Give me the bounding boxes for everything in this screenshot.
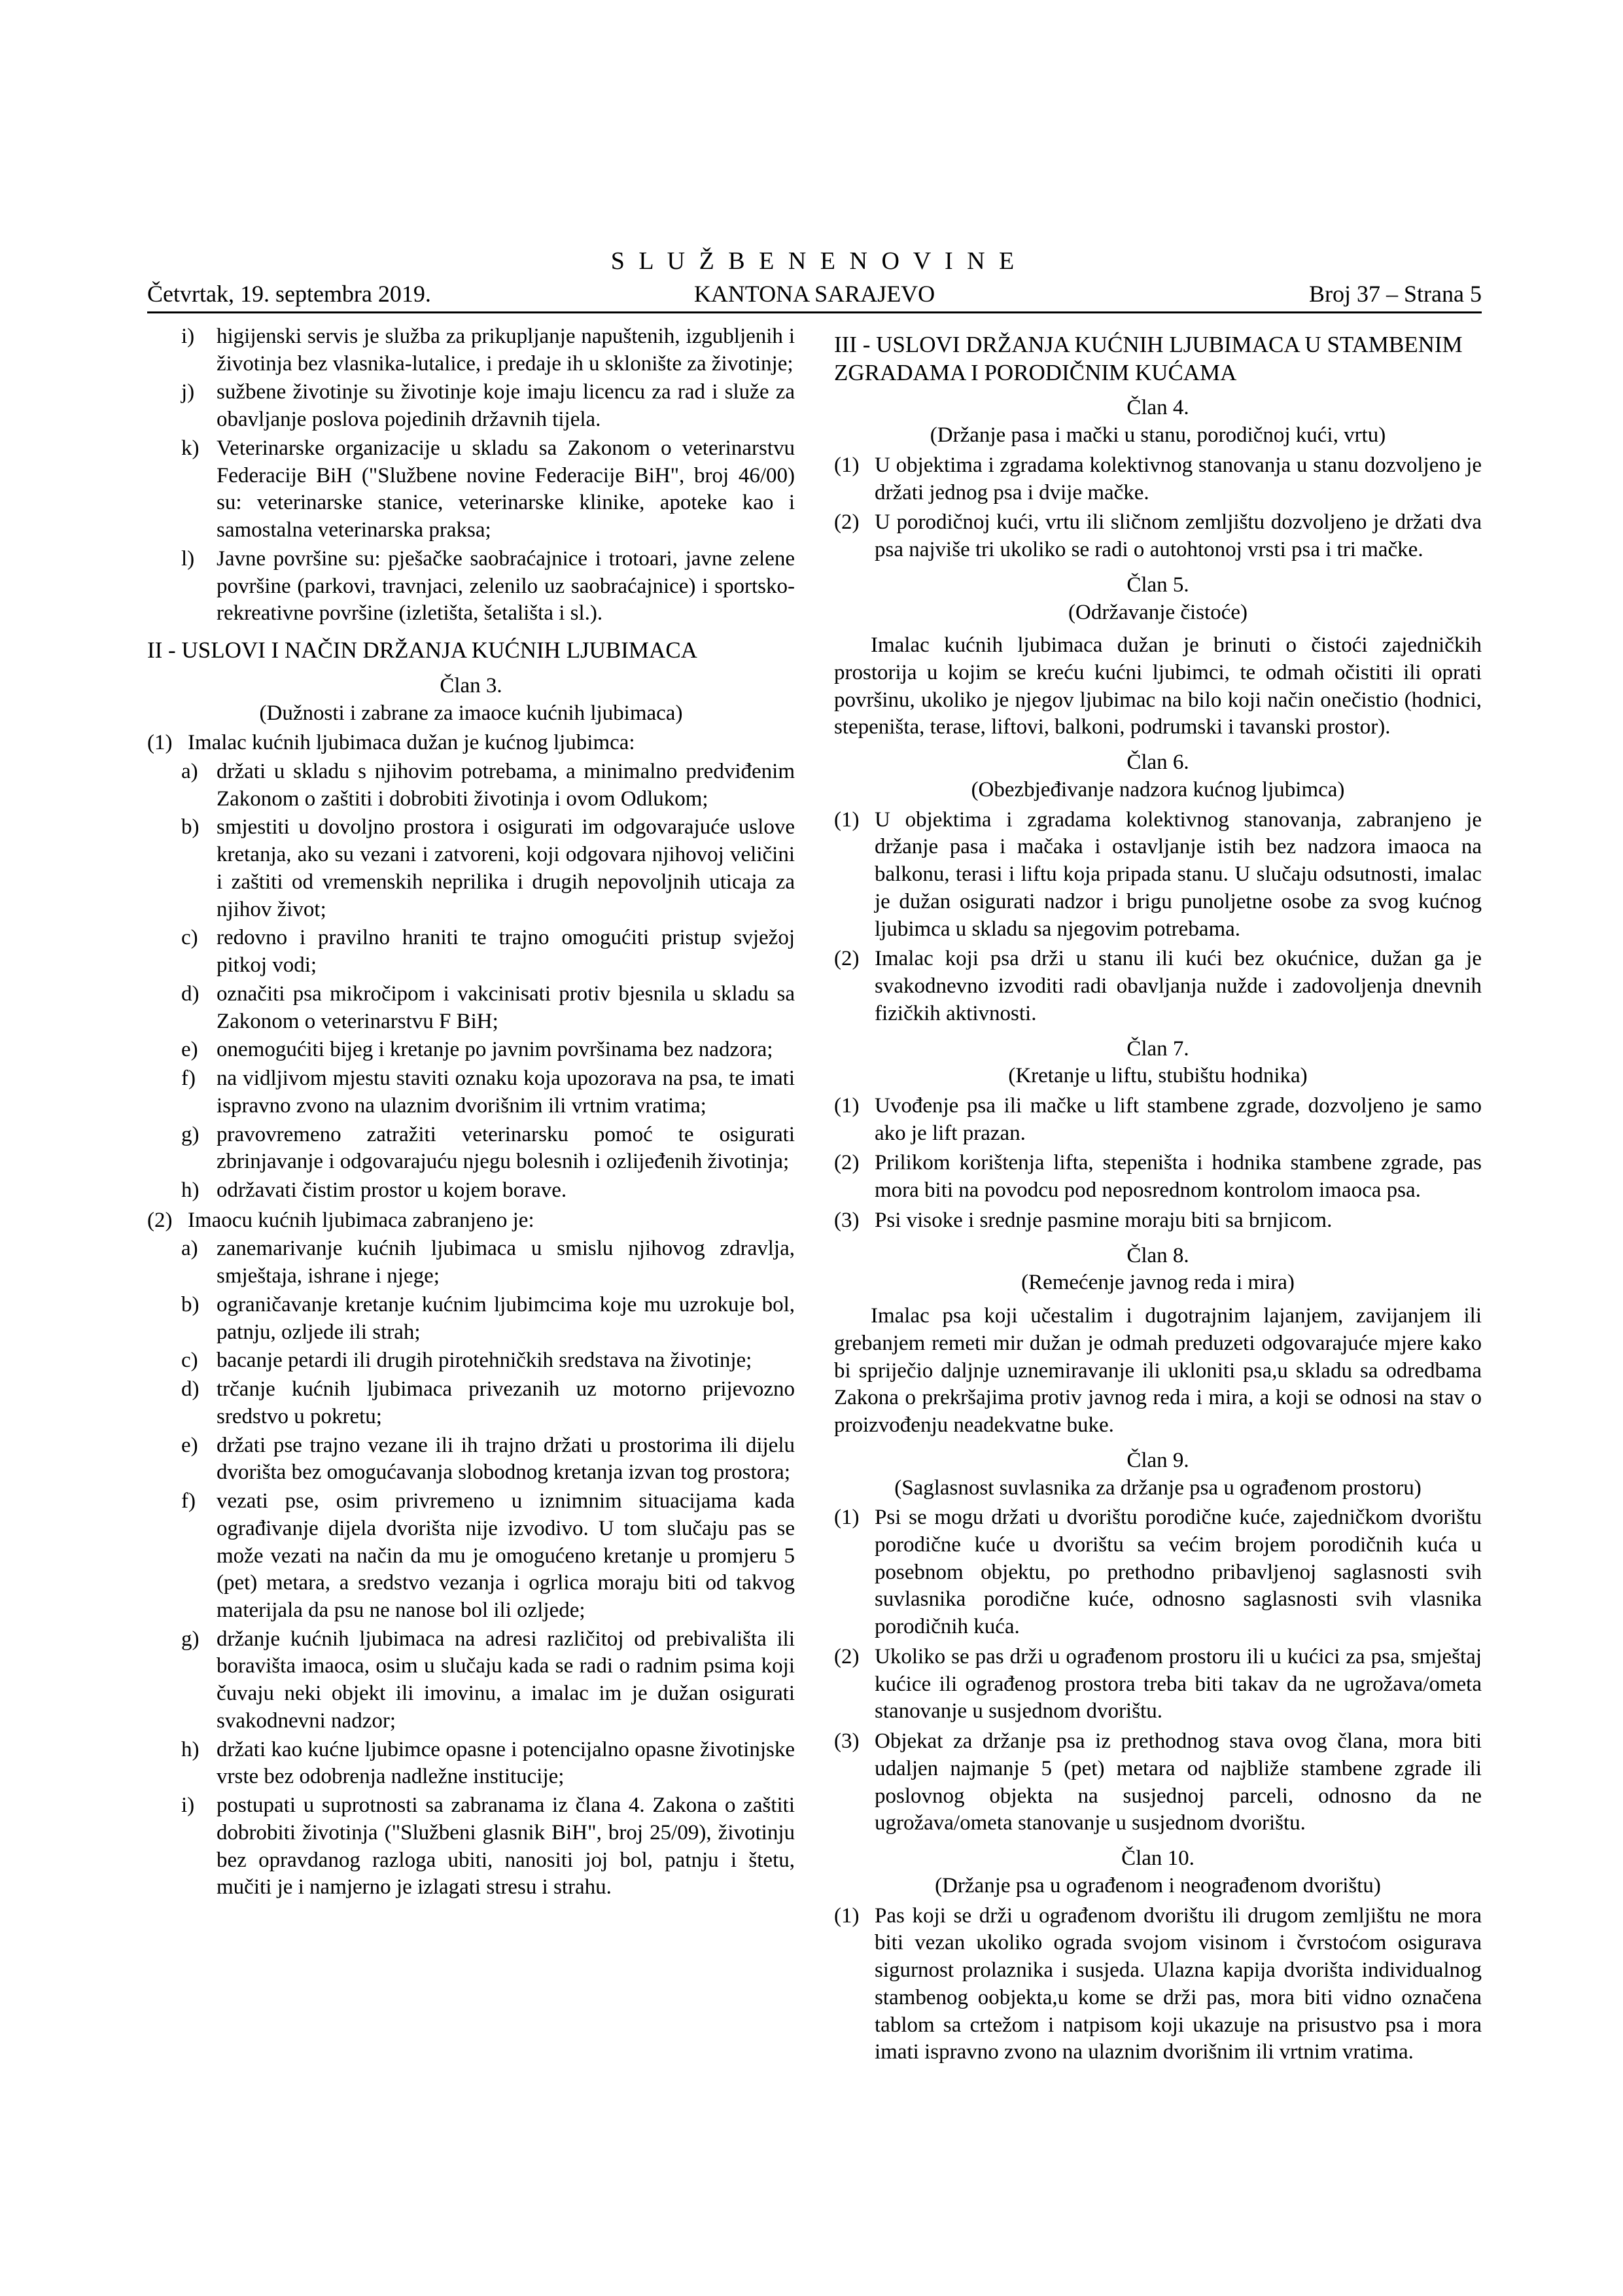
paragraph-text: U objektima i zgradama kolektivnog stanovanja u stanu dozvoljeno je držati jednog psa i dvije mačke.	[875, 453, 1482, 504]
list-item	[181, 758, 795, 813]
left-column	[147, 322, 795, 2066]
list-item-marker: j)	[181, 380, 195, 404]
list-item	[181, 435, 795, 544]
paragraph-text: Psi se mogu držati u dvorištu porodične kuće, zajedničkom dvorištu porodične kuće u dvorištu sa većim brojem porodičnih kuća u posebnom objektu, po prethodno pribavljenoj saglasnosti svih suvlasnika porodične kuće, odnosno saglasnosti svih vlasnika porodičnih kuća.	[875, 1506, 1482, 1639]
article-subtitle-clan-4: (Držanje pasa i mački u stanu, porodičnoj kući, vrtu)	[930, 423, 1386, 448]
list-item	[181, 1065, 795, 1120]
paragraph-marker: (2)	[834, 1151, 860, 1175]
list-item-text: sužbene životinje su životinje koje imaju licencu za rad i služe za obavljanje poslova pojedinih državnih tijela.	[217, 380, 795, 432]
paragraph-marker: (1)	[147, 731, 173, 755]
publication-title-line2: KANTONA SARAJEVO	[693, 280, 935, 307]
paragraph-marker: (2)	[834, 1644, 860, 1669]
list-item-text: vezati pse, osim privremeno u iznimnim situacijama kada ograđivanje dijela dvorišta nije izvodivo. U tom slučaju pas se može vezati na način da mu je omogućeno kretanje u promjeru 5 (pet) metara, a sredstvo vezanja i ogrlica moraju biti od takvog materijala da psu ne nanose bol ili ozljede;	[217, 1489, 795, 1622]
list-item-text: držati kao kućne ljubimce opasne i potencijalno opasne životinjske vrste bez odobrenja nadležne institucije;	[217, 1737, 795, 1789]
list-item	[181, 1235, 795, 1290]
article-title-clan-3: Član 3.	[440, 673, 502, 698]
list-item-marker: l)	[181, 546, 195, 571]
article-subtitle-clan-7: (Kretanje u liftu, stubištu hodnika)	[1008, 1064, 1308, 1088]
duties-list	[147, 758, 795, 1205]
paragraph-marker: (3)	[834, 1208, 860, 1232]
article-title-clan-8: Član 8.	[1126, 1243, 1189, 1267]
masthead-divider	[147, 311, 1482, 313]
list-item-marker: c)	[181, 1349, 198, 1373]
list-item	[181, 1376, 795, 1430]
list-item-marker: k)	[181, 436, 200, 460]
list-item-marker: g)	[181, 1627, 200, 1651]
paragraph-3-clan-7	[834, 1207, 1482, 1235]
issue-and-page-number: Broj 37 – Strana 5	[1309, 280, 1482, 307]
paragraph-text: Imalac koji psa drži u stanu ili kući bez okućnice, dužan ga je svakodnevno izvoditi radi obavljanja nužde i zadovoljenja dnevnih fizičkih aktivnosti.	[875, 947, 1482, 1025]
paragraph-2-clan-9	[834, 1644, 1482, 1725]
list-item	[181, 1626, 795, 1735]
paragraph-text: U objektima i zgradama kolektivnog stanovanja, zabranjeno je držanje pasa i mačaka i ostavljanje istih bez nadzora imaoca na balkonu, terasi i liftu koja pripada stanu. U slučaju odsutnosti, imalac je dužan osigurati nadzor i brigu punoljetne osobe za svog kućnog ljubimca u skladu sa njegovim potrebama.	[875, 807, 1482, 941]
paragraph-2-clan-6	[834, 945, 1482, 1027]
article-title-clan-9: Član 9.	[1126, 1448, 1189, 1472]
paragraph-text: U porodičnoj kući, vrtu ili sličnom zemljištu dozvoljeno je držati dva psa najviše tri ukoliko se radi o autohtonoj vrsti psa i tri mačke.	[875, 510, 1482, 562]
article-title-clan-10: Član 10.	[1121, 1846, 1195, 1871]
paragraph-1-clan-10	[834, 1903, 1482, 2066]
list-item-marker: i)	[181, 1793, 195, 1818]
list-item-text: redovno i pravilno hraniti te trajno omogućiti pristup svježoj pitkoj vodi;	[217, 926, 795, 978]
paragraph-text: Imalac kućnih ljubimaca dužan je kućnog ljubimca:	[188, 731, 635, 755]
list-item-text: pravovremeno zatražiti veterinarsku pomoć te osigurati zbrinjavanje i odgovarajuću njegu bolesnih i ozlijeđenih životinja;	[217, 1122, 795, 1174]
list-item-marker: b)	[181, 1292, 200, 1316]
article-subtitle-clan-6: (Obezbjeđivanje nadzora kućnog ljubimca)	[971, 777, 1345, 802]
list-item	[181, 1177, 795, 1205]
list-item	[181, 323, 795, 378]
paragraph-2-clan-3	[147, 1207, 795, 1235]
article-subtitle-clan-3: (Dužnosti i zabrane za imaoce kućnih ljubimaca)	[259, 701, 683, 725]
list-item	[181, 1292, 795, 1346]
publication-title-line1: S L U Ž B E N E N O V I N E	[610, 247, 1019, 275]
paragraph-body-clan-8: Imalac psa koji učestalim i dugotrajnim lajanjem, zavijanjem ili grebanjem remeti mir dužan je odmah preduzeti odgovarajuće mjere kako bi spriječio daljnje uznemiravanje ili ukloniti psa,u skladu sa odredbama Zakona o prekršajima protiv javnog reda i mira, a koji se odnosi na stav o proizvođenju neadekvatne buke.	[834, 1304, 1482, 1438]
paragraph-1-clan-3	[147, 730, 795, 757]
paragraph-3-clan-9	[834, 1728, 1482, 1837]
paragraph-marker: (1)	[834, 1506, 860, 1530]
paragraph-body-clan-5: Imalac kućnih ljubimaca dužan je brinuti o čistoći zajedničkih prostorija u kojim se kreću kućni ljubimci, te odmah očistiti ili oprati površinu, ukoliko je njegov ljubimac na bilo koji način onečistio (hodnici, stepeništa, terase, liftovi, balkoni, podrumski i tavanski prostor).	[834, 633, 1482, 739]
list-item	[181, 1347, 795, 1375]
right-column	[834, 322, 1482, 2066]
list-item-marker: e)	[181, 1038, 198, 1062]
list-item-text: držati u skladu s njihovim potrebama, a minimalno predviđenim Zakonom o zaštiti i dobrobiti životinja i ovom Odlukom;	[217, 759, 795, 811]
list-item-marker: c)	[181, 926, 198, 950]
paragraph-text: Psi visoke i srednje pasmine moraju biti sa brnjicom.	[875, 1208, 1333, 1232]
article-subtitle-clan-8: (Remećenje javnog reda i mira)	[1021, 1271, 1295, 1295]
list-item	[181, 546, 795, 627]
list-item-marker: d)	[181, 1377, 200, 1402]
list-item-text: Javne površine su: pješačke saobraćajnice i trotoari, javne zelene površine (parkovi, travnjaci, zelenilo uz saobraćajnice) i sportsko-rekreativne površine (izletišta, šetališta i sl.).	[217, 546, 795, 626]
article-subtitle-clan-10: (Držanje psa u ograđenom i neograđenom dvorištu)	[935, 1873, 1381, 1898]
list-item-text: bacanje petardi ili drugih pirotehničkih sredstava na životinje;	[217, 1349, 752, 1373]
article-title-clan-6: Član 6.	[1126, 751, 1189, 775]
paragraph-1-clan-9	[834, 1504, 1482, 1641]
list-item-text: držati pse trajno vezane ili ih trajno držati u prostorima ili dijelu dvorišta bez omogućavanja slobodnog kretanja izvan tog prostora;	[217, 1433, 795, 1485]
article-title-clan-5: Član 5.	[1126, 573, 1189, 597]
prohibitions-list	[147, 1235, 795, 1901]
list-item	[181, 379, 795, 433]
list-item-marker: b)	[181, 815, 200, 839]
list-item-marker: f)	[181, 1067, 196, 1091]
masthead	[147, 247, 1482, 313]
paragraph-marker: (1)	[834, 1903, 860, 1928]
section-heading-iii: III - USLOVI DRŽANJA KUĆNIH LJUBIMACA U STAMBENIM ZGRADAMA I PORODIČNIM KUĆAMA	[834, 332, 1463, 385]
body-columns	[147, 322, 1482, 2066]
paragraph-marker: (3)	[834, 1729, 860, 1754]
paragraph-marker: (2)	[147, 1208, 173, 1232]
paragraph-text: Uvođenje psa ili mačke u lift stambene zgrade, dozvoljeno je samo ako je lift prazan.	[875, 1094, 1482, 1145]
list-item-marker: f)	[181, 1489, 196, 1513]
list-item	[181, 814, 795, 923]
paragraph-text: Imaocu kućnih ljubimaca zabranjeno je:	[188, 1208, 534, 1232]
list-item	[181, 1488, 795, 1625]
paragraph-marker: (2)	[834, 947, 860, 971]
list-item-marker: i)	[181, 325, 195, 348]
continued-definitions-list	[147, 323, 795, 627]
list-item-text: zanemarivanje kućnih ljubimaca u smislu njihovog zdravlja, smještaja, ishrane i njege;	[217, 1237, 795, 1288]
list-item-text: označiti psa mikročipom i vakcinisati protiv bjesnila u skladu sa Zakonom o veterinarstvu F BiH;	[217, 981, 795, 1033]
list-item-marker: h)	[181, 1178, 200, 1202]
paragraph-text: Objekat za držanje psa iz prethodnog stava ovog člana, mora biti udaljen najmanje 5 (pet) metara od najbliže stambene zgrade ili poslovnog objekta na susjednoj parceli, odnosno da ne ugrožava/ometa stanovanje u susjednom dvorištu.	[875, 1729, 1482, 1835]
list-item-marker: g)	[181, 1122, 200, 1146]
section-heading-ii: II - USLOVI I NAČIN DRŽANJA KUĆNIH LJUBIMACA	[147, 637, 697, 663]
article-title-clan-4: Član 4.	[1126, 396, 1189, 420]
list-item-marker: e)	[181, 1433, 198, 1457]
paragraph-marker: (1)	[834, 453, 860, 477]
paragraph-2-clan-4	[834, 509, 1482, 563]
list-item	[181, 1737, 795, 1791]
list-item-text: održavati čistim prostor u kojem borave.	[217, 1178, 567, 1202]
list-item-text: ograničavanje kretanje kućnim ljubimcima koje mu uzrokuje bol, patnju, ozljede ili strah;	[217, 1292, 795, 1344]
masthead-info-row	[147, 280, 1482, 308]
list-item-text: Veterinarske organizacije u skladu sa Zakonom o veterinarstvu Federacije BiH ("Službene novine Federacije BiH", broj 46/00) su: veterinarske stanice, veterinarske klinike, apoteke kao i samostalna veterinarska praksa;	[217, 436, 795, 542]
paragraph-text: Pas koji se drži u ograđenom dvorištu ili drugom zemljištu ne mora biti vezan ukoliko ograda svojom visinom i čvrstoćom osigurava sigurnost prolaznika i susjeda. Ulazna kapija dvorišta individualnog stambenog oobjekta,u kome se drži pas, mora biti vidno označena tablom sa crtežom i natpisom koji ukazuje na prisustvo psa i mora imati ispravno zvono na ulaznim dvorišnim ili vrtnim vratima.	[875, 1903, 1482, 2064]
list-item	[181, 981, 795, 1035]
list-item-text: na vidljivom mjestu staviti oznaku koja upozorava na psa, te imati ispravno zvono na ulaznim dvorišnim ili vrtnim vratima;	[217, 1067, 795, 1118]
list-item-text: trčanje kućnih ljubimaca privezanih uz motorno prijevozno sredstvo u pokretu;	[217, 1377, 795, 1428]
list-item	[181, 1122, 795, 1176]
article-title-clan-7: Član 7.	[1126, 1036, 1189, 1061]
list-item-marker: a)	[181, 1237, 198, 1261]
paragraph-marker: (1)	[834, 1094, 860, 1118]
article-subtitle-clan-9: (Saglasnost suvlasnika za držanje psa u ograđenom prostoru)	[894, 1475, 1422, 1500]
paragraph-1-clan-6	[834, 807, 1482, 944]
paragraph-marker: (1)	[834, 807, 860, 832]
list-item-marker: d)	[181, 981, 200, 1006]
list-item-marker: h)	[181, 1737, 200, 1761]
publication-date: Četvrtak, 19. septembra 2019.	[147, 280, 431, 307]
list-item-marker: a)	[181, 759, 198, 783]
list-item	[181, 925, 795, 979]
paragraph-text: Ukoliko se pas drži u ograđenom prostoru ili u kućici za psa, smještaj kućice ili ograđenog prostora treba biti takav da ne ugrožava/ometa stanovanje u susjednom dvorištu.	[875, 1644, 1482, 1723]
article-subtitle-clan-5: (Održavanje čistoće)	[1068, 600, 1248, 624]
list-item-text: higijenski servis je služba za prikupljanje napuštenih, izgubljenih i životinja bez vlasnika-lutalice, i predaje ih u sklonište za životinje;	[217, 325, 795, 376]
paragraph-marker: (2)	[834, 510, 860, 535]
list-item-text: držanje kućnih ljubimaca na adresi različitoj od prebivališta ili boravišta imaoca, osim u slučaju kada se radi o radnim psima koji čuvaju neki objekt ili imovinu, a imalac im je dužan osigurati svakodnevni nadzor;	[217, 1627, 795, 1733]
list-item-text: smjestiti u dovoljno prostora i osigurati im odgovarajuće uslove kretanja, ako su vezani i zatvoreni, koji odgovara njihovoj veličini i zaštiti od vremenskih neprilika i drugih nepovoljnih uticaja za njihov život;	[217, 815, 795, 921]
list-item	[181, 1432, 795, 1487]
list-item	[181, 1792, 795, 1901]
paragraph-2-clan-7	[834, 1150, 1482, 1204]
list-item-text: postupati u suprotnosti sa zabranama iz člana 4. Zakona o zaštiti dobrobiti životinja ("Službeni glasnik BiH", broj 25/09), životinju bez opravdanog razloga ubiti, nanositi joj bol, patnju i štetu, mučiti je i namjerno je izlagati stresu i strahu.	[217, 1793, 795, 1899]
paragraph-text: Prilikom korištenja lifta, stepeništa i hodnika stambene zgrade, pas mora biti na povodcu pod neposrednom kontrolom imaoca psa.	[875, 1151, 1482, 1203]
list-item	[181, 1036, 795, 1064]
paragraph-1-clan-7	[834, 1093, 1482, 1147]
list-item-text: onemogućiti bijeg i kretanje po javnim površinama bez nadzora;	[217, 1038, 773, 1062]
paragraph-1-clan-4	[834, 452, 1482, 506]
